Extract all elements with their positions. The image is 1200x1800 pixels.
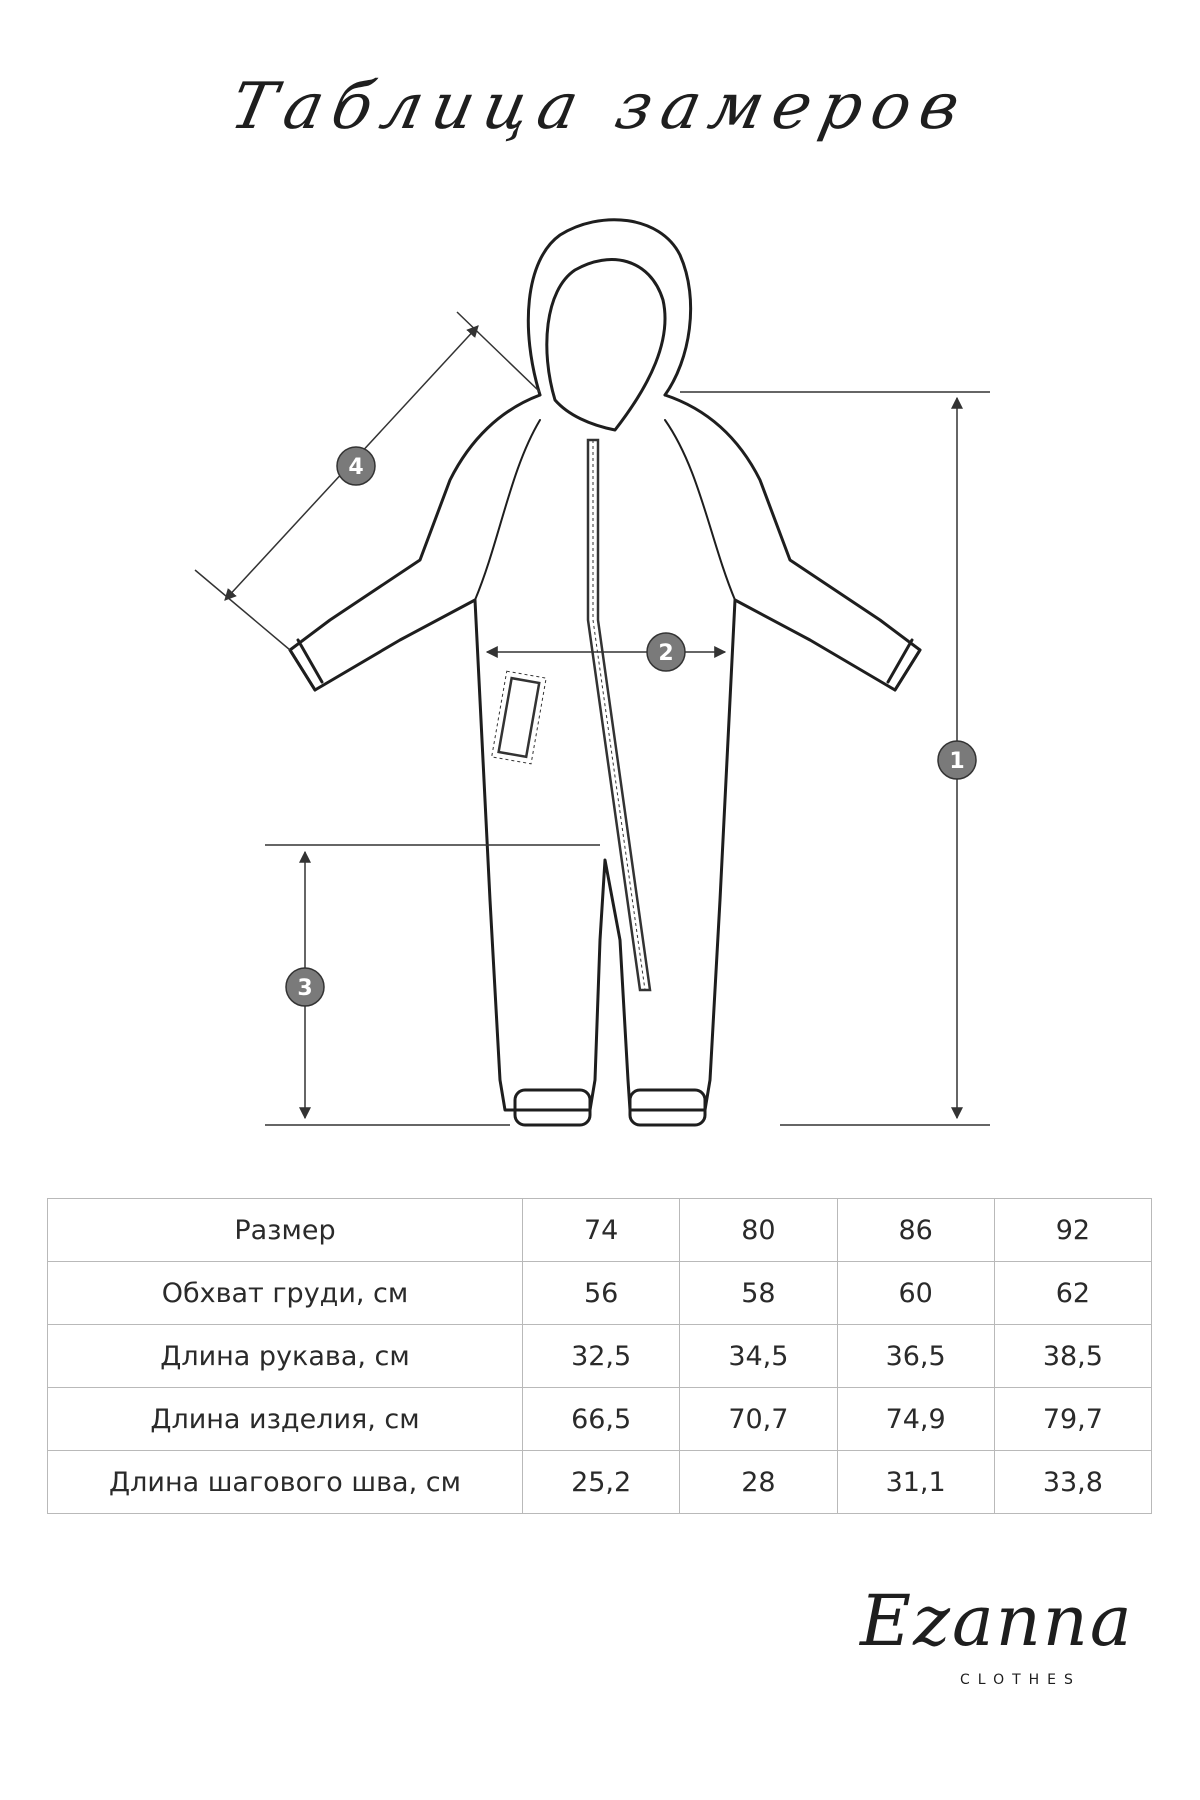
table-cell: 86 — [837, 1199, 994, 1262]
table-cell: 33,8 — [994, 1451, 1151, 1514]
marker-2 — [647, 633, 685, 671]
svg-text:1: 1 — [949, 749, 965, 774]
marker-4 — [337, 447, 375, 485]
table-cell: 38,5 — [994, 1325, 1151, 1388]
table-cell: 31,1 — [837, 1451, 994, 1514]
svg-text:2: 2 — [658, 641, 674, 666]
table-cell: 60 — [837, 1262, 994, 1325]
marker-3 — [286, 968, 324, 1006]
table-row — [48, 1451, 1152, 1514]
marker-1 — [938, 741, 976, 779]
table-cell: 56 — [523, 1262, 680, 1325]
table-cell: 28 — [680, 1451, 837, 1514]
pocket — [499, 678, 540, 757]
row-label: Длина шагового шва, см — [48, 1451, 523, 1514]
table-header-label: Размер — [48, 1199, 523, 1262]
row-label: Длина рукава, см — [48, 1325, 523, 1388]
row-label: Обхват груди, см — [48, 1262, 523, 1325]
brand-subtitle: CLOTHES — [960, 1672, 1081, 1688]
body-outline — [290, 395, 920, 1110]
table-cell: 70,7 — [680, 1388, 837, 1451]
table-cell: 74 — [523, 1199, 680, 1262]
table-cell: 74,9 — [837, 1388, 994, 1451]
table-row — [48, 1325, 1152, 1388]
table-row — [48, 1262, 1152, 1325]
size-table — [47, 1198, 1152, 1514]
face-opening — [547, 260, 665, 430]
brand-name: Ezanna — [860, 1580, 1134, 1662]
table-cell: 58 — [680, 1262, 837, 1325]
table-header-row — [48, 1199, 1152, 1262]
page-title: Таблица замеров — [224, 70, 976, 144]
table-cell: 32,5 — [523, 1325, 680, 1388]
table-cell: 66,5 — [523, 1388, 680, 1451]
table-cell: 80 — [680, 1199, 837, 1262]
table-row — [48, 1388, 1152, 1451]
svg-text:4: 4 — [348, 455, 364, 480]
brand-logo — [860, 1580, 1134, 1720]
svg-text:3: 3 — [297, 976, 313, 1001]
table-cell: 25,2 — [523, 1451, 680, 1514]
table-cell: 62 — [994, 1262, 1151, 1325]
row-label: Длина изделия, см — [48, 1388, 523, 1451]
zipper — [588, 440, 650, 990]
table-cell: 34,5 — [680, 1325, 837, 1388]
table-cell: 36,5 — [837, 1325, 994, 1388]
table-cell: 79,7 — [994, 1388, 1151, 1451]
table-cell: 92 — [994, 1199, 1151, 1262]
left-leg-cuff — [515, 1090, 590, 1125]
right-leg-cuff — [630, 1090, 705, 1125]
